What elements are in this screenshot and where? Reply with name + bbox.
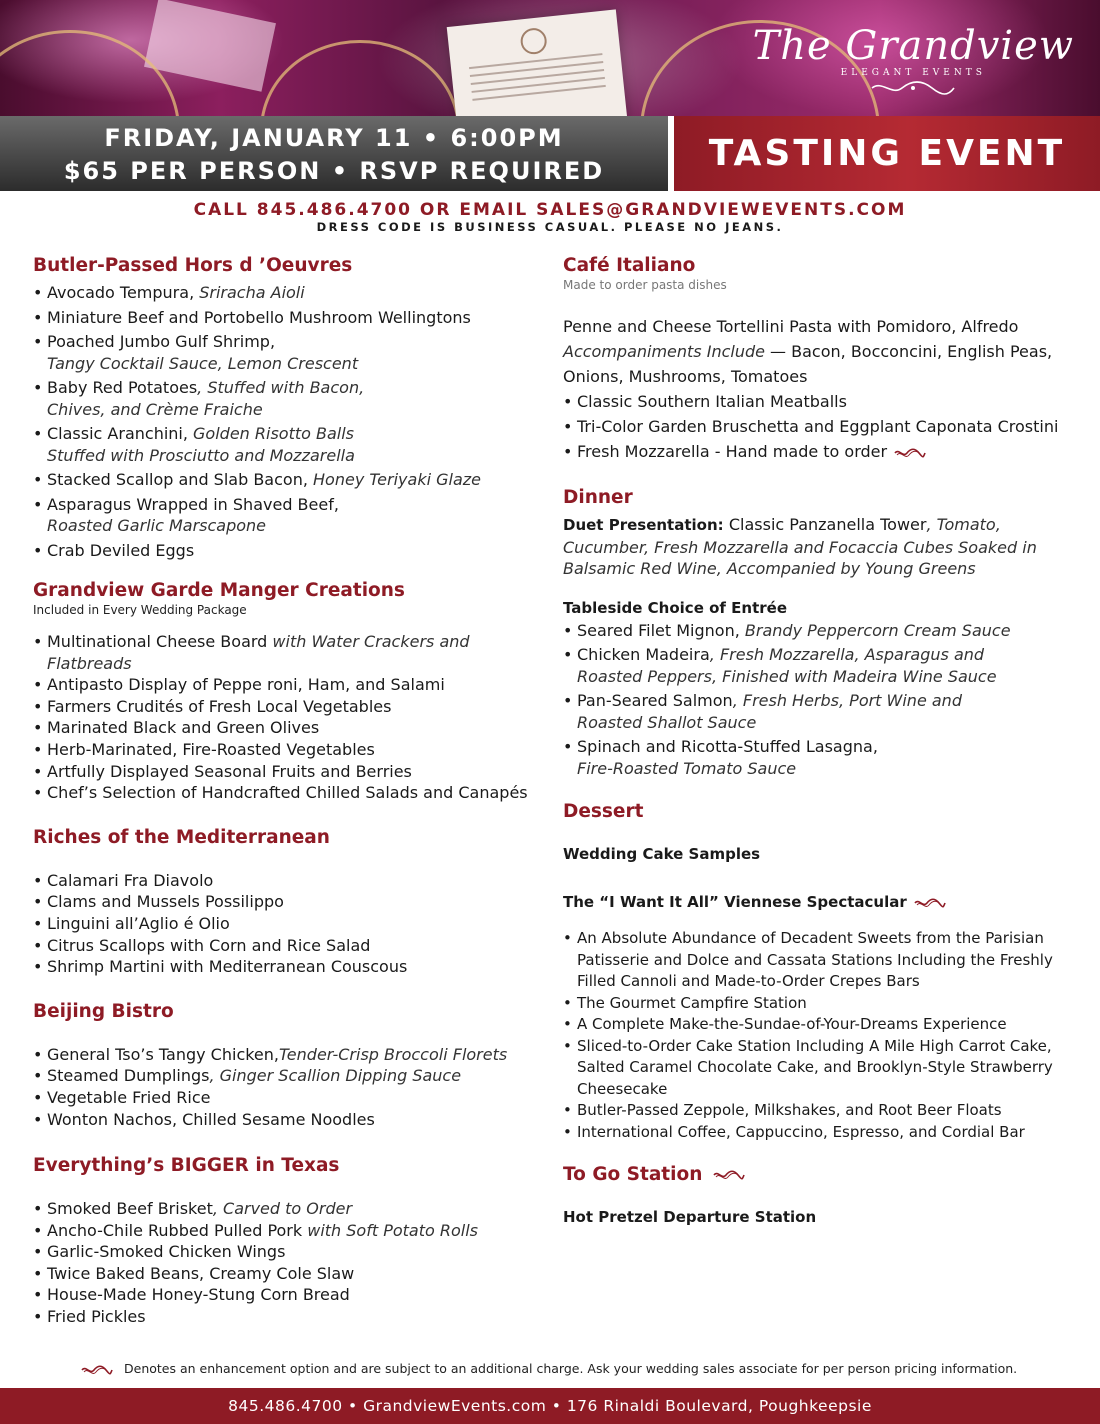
list-item: • Spinach and Ricotta-Stuffed Lasagna, Fire-Roasted Tomato Sauce [563, 736, 1083, 779]
section-title-hors-doeuvres: Butler-Passed Hors d ’Oeuvres [33, 255, 353, 276]
garde-manger-list [33, 631, 553, 804]
logo-wordmark: The Grandview [752, 23, 1074, 69]
entree-list [563, 620, 1083, 780]
list-item: • The Gourmet Campfire Station [563, 993, 1083, 1015]
cafe-italiano-list [563, 389, 1083, 464]
list-item: • General Tso’s Tangy Chicken,Tender-Crisp Broccoli Florets [33, 1044, 553, 1066]
charger-plate [260, 40, 460, 116]
event-price-rsvp: $65 PER PERSON • RSVP REQUIRED [63, 157, 605, 185]
event-details [0, 116, 668, 191]
list-item: • Twice Baked Beans, Creamy Cole Slaw [33, 1263, 553, 1285]
list-item: • Seared Filet Mignon, Brandy Peppercorn Cream Sauce [563, 620, 1083, 642]
list-item: • Baby Red Potatoes, Stuffed with Bacon, Chives, and Crème Fraiche [33, 377, 553, 420]
duet-presentation: Duet Presentation: Classic Panzanella Tower, Tomato, Cucumber, Fresh Mozzarella and Focaccia Cubes Soaked in Balsamic Red Wine, Accompanied by Young Greens [563, 515, 1037, 578]
list-item: • Pan-Seared Salmon, Fresh Herbs, Port Wine and Roasted Shallot Sauce [563, 690, 1083, 733]
menu-left-column [33, 254, 553, 1328]
list-item: • Fried Pickles [33, 1306, 553, 1328]
wedding-cake-samples: Wedding Cake Samples [563, 845, 761, 863]
menu-right-column [563, 254, 1083, 1227]
header-photo [0, 0, 1100, 116]
list-item: • An Absolute Abundance of Decadent Sweets from the Parisian Patisserie and Dolce and Cassata Stations Including the Freshly Filled Cannoli and Made-to-Order Crepes Bars [563, 928, 1083, 993]
list-item: • Shrimp Martini with Mediterranean Couscous [33, 956, 553, 978]
section-title-dinner: Dinner [563, 487, 633, 508]
section-title-texas: Everything’s BIGGER in Texas [33, 1155, 340, 1177]
section-title-to-go: To Go Station [563, 1163, 1083, 1187]
footer-contact-bar: 845.486.4700 • GrandviewEvents.com • 176 Rinaldi Boulevard, Poughkeepsie [0, 1388, 1100, 1424]
entree-choice-label: Tableside Choice of Entrée [563, 598, 787, 617]
texas-list [33, 1198, 553, 1328]
mediterranean-list [33, 870, 553, 978]
list-item: • Stacked Scallop and Slab Bacon, Honey Teriyaki Glaze [33, 469, 553, 491]
list-item: • Steamed Dumplings, Ginger Scallion Dipping Sauce [33, 1065, 553, 1087]
enhancement-footnote: Denotes an enhancement option and are subject to an additional charge. Ask your wedding sales associate for per person pricing information. [80, 1361, 1017, 1377]
pasta-description: Penne and Cheese Tortellini Pasta with Pomidoro, Alfredo Accompaniments Include — Bacon, Bocconcini, English Peas, Onions, Mushrooms, Tomatoes [563, 317, 1053, 386]
beijing-bistro-list [33, 1044, 553, 1130]
flourish-icon [753, 80, 1074, 100]
list-item: • Marinated Black and Green Olives [33, 717, 553, 739]
list-item: • Tri-Color Garden Bruschetta and Eggplant Caponata Crostini [563, 414, 1083, 439]
list-item: • Chicken Madeira, Fresh Mozzarella, Asparagus and Roasted Peppers, Finished with Madeira Wine Sauce [563, 644, 1083, 687]
list-item: • Smoked Beef Brisket, Carved to Order [33, 1198, 553, 1220]
dessert-list [563, 928, 1083, 1143]
enhancement-icon [893, 448, 927, 458]
section-title-cafe-italiano: Café Italiano [563, 255, 696, 276]
list-item: • Sliced-to-Order Cake Station Including A Mile High Carrot Cake, Salted Caramel Chocolate Cake, and Brooklyn-Style Strawberry Cheesecake [563, 1036, 1083, 1101]
list-item: • Antipasto Display of Peppe roni, Ham, and Salami [33, 674, 553, 696]
list-item: • Wonton Nachos, Chilled Sesame Noodles [33, 1109, 553, 1131]
event-title: TASTING EVENT [674, 116, 1100, 191]
list-item: • Miniature Beef and Portobello Mushroom Wellingtons [33, 307, 553, 329]
list-item: • International Coffee, Cappuccino, Espresso, and Cordial Bar [563, 1122, 1083, 1144]
list-item: • Linguini all’Aglio é Olio [33, 913, 553, 935]
list-item: • Artfully Displayed Seasonal Fruits and Berries [33, 761, 553, 783]
grandview-logo [752, 23, 1074, 100]
menu-card-photo [447, 9, 628, 116]
list-item: • Avocado Tempura, Sriracha Aioli [33, 282, 553, 304]
list-item: • Butler-Passed Zeppole, Milkshakes, and Root Beer Floats [563, 1100, 1083, 1122]
section-title-beijing-bistro: Beijing Bistro [33, 1000, 174, 1022]
list-item: • Vegetable Fried Rice [33, 1087, 553, 1109]
list-item: • Chef’s Selection of Handcrafted Chilled Salads and Canapés [33, 782, 553, 804]
list-item: • A Complete Make-the-Sundae-of-Your-Dreams Experience [563, 1014, 1083, 1036]
dress-code: DRESS CODE IS BUSINESS CASUAL. PLEASE NO JEANS. [316, 220, 784, 234]
list-item: • Herb-Marinated, Fire-Roasted Vegetables [33, 739, 553, 761]
list-item: • Citrus Scallops with Corn and Rice Salad [33, 935, 553, 957]
logo-tagline: ELEGANT EVENTS [840, 68, 986, 78]
list-item: • Ancho-Chile Rubbed Pulled Pork with Soft Potato Rolls [33, 1220, 553, 1242]
section-note: Made to order pasta dishes [563, 278, 727, 292]
section-title-garde-manger: Grandview Garde Manger Creations [33, 580, 405, 601]
list-item: • Fresh Mozzarella - Hand made to order [563, 439, 1083, 464]
list-item: • Crab Deviled Eggs [33, 540, 553, 562]
list-item: • Clams and Mussels Possilippo [33, 891, 553, 913]
list-item: • Garlic-Smoked Chicken Wings [33, 1241, 553, 1263]
event-banner [0, 116, 1100, 191]
enhancement-icon [913, 898, 947, 908]
list-item: • Calamari Fra Diavolo [33, 870, 553, 892]
list-item: • Classic Aranchini, Golden Risotto Balls Stuffed with Prosciutto and Mozzarella [33, 423, 553, 466]
event-date-time: FRIDAY, JANUARY 11 • 6:00PM [104, 124, 564, 152]
list-item: • Multinational Cheese Board with Water Crackers and Flatbreads [33, 631, 553, 674]
enhancement-icon [80, 1365, 114, 1375]
section-title-mediterranean: Riches of the Mediterranean [33, 826, 330, 848]
list-item: • Poached Jumbo Gulf Shrimp, Tangy Cocktail Sauce, Lemon Crescent [33, 331, 553, 374]
hot-pretzel-station: Hot Pretzel Departure Station [563, 1208, 817, 1226]
contact-block [0, 200, 1100, 234]
list-item: • Asparagus Wrapped in Shaved Beef, Roasted Garlic Marscapone [33, 494, 553, 537]
hors-doeuvres-list [33, 282, 553, 561]
viennese-title: The “I Want It All” Viennese Spectacular [563, 892, 1083, 912]
section-title-dessert: Dessert [563, 801, 644, 822]
contact-line: CALL 845.486.4700 OR EMAIL SALES@GRANDVIEWEVENTS.COM [193, 200, 907, 220]
section-note: Included in Every Wedding Package [33, 603, 247, 617]
enhancement-icon [712, 1170, 746, 1180]
list-item: • Farmers Crudités of Fresh Local Vegetables [33, 696, 553, 718]
list-item: • Classic Southern Italian Meatballs [563, 389, 1083, 414]
list-item: • House-Made Honey-Stung Corn Bread [33, 1284, 553, 1306]
